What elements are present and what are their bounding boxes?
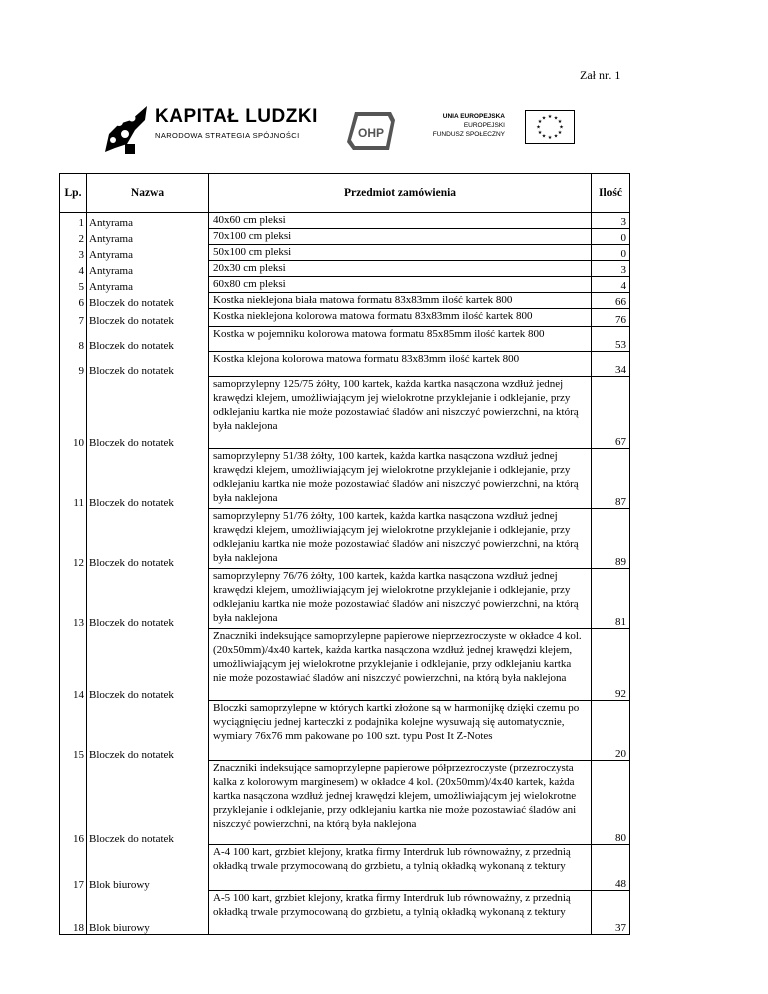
table-row: [60, 245, 630, 261]
svg-text:★: ★: [541, 133, 547, 140]
row-lp: 1: [60, 213, 87, 229]
row-przedmiot: samoprzylepny 51/76 żółty, 100 kartek, każda kartka nasączona wzdłuż jednej krawędzi klejem, umożliwiającym jej wielokrotne przyklejanie i odklejanie, przy odklejaniu kartka nie może pozostawiać śladów ani niszczyć powierzchni, na którą była naklejona: [209, 509, 592, 569]
row-ilosc: 53: [592, 327, 630, 352]
table-row: [60, 845, 630, 891]
table-row: [60, 569, 630, 629]
kapital-ludzki-title: KAPITAŁ LUDZKI: [155, 106, 318, 127]
table-body: [60, 213, 630, 935]
ohp-logo-icon: [345, 110, 397, 152]
row-przedmiot: Kostka nieklejona kolorowa matowa formatu 83x83mm ilość kartek 800: [209, 309, 592, 327]
table-row: [60, 277, 630, 293]
row-lp: 14: [60, 629, 87, 701]
order-table: [59, 173, 630, 935]
row-przedmiot: 70x100 cm pleksi: [209, 229, 592, 245]
row-nazwa: Antyrama: [87, 229, 209, 245]
row-lp: 15: [60, 701, 87, 761]
row-nazwa: Bloczek do notatek: [87, 293, 209, 309]
row-lp: 17: [60, 845, 87, 891]
ohp-logo-text: OHP: [357, 126, 385, 140]
svg-text:★: ★: [557, 119, 563, 125]
eu-line-1: UNIA EUROPEJSKA: [442, 113, 505, 120]
svg-text:★: ★: [553, 133, 559, 140]
row-nazwa: Bloczek do notatek: [87, 629, 209, 701]
row-ilosc: 76: [592, 309, 630, 327]
row-nazwa: Blok biurowy: [87, 891, 209, 935]
eu-line-2: EUROPEJSKI: [463, 122, 505, 129]
table-row: [60, 449, 630, 509]
row-nazwa: Bloczek do notatek: [87, 569, 209, 629]
logo-bar: [95, 100, 585, 160]
table-row: [60, 229, 630, 245]
row-lp: 12: [60, 509, 87, 569]
kapital-ludzki-subtitle: NARODOWA STRATEGIA SPÓJNOŚCI: [155, 131, 300, 140]
row-przedmiot: samoprzylepny 51/38 żółty, 100 kartek, każda kartka nasączona wzdłuż jednej krawędzi klejem, umożliwiającym jej wielokrotne przyklejanie i odklejanie, przy odklejaniu kartka nie może pozostawiać śladów ani niszczyć powierzchni, na którą była naklejona: [209, 449, 592, 509]
table-row: [60, 261, 630, 277]
svg-text:★: ★: [537, 130, 543, 136]
row-ilosc: 48: [592, 845, 630, 891]
row-nazwa: Antyrama: [87, 245, 209, 261]
row-lp: 9: [60, 352, 87, 377]
row-lp: 5: [60, 277, 87, 293]
table-row: [60, 509, 630, 569]
svg-text:★: ★: [547, 135, 553, 141]
row-przedmiot: samoprzylepny 76/76 żółty, 100 kartek, każda kartka nasączona wzdłuż jednej krawędzi klejem, umożliwiającym jej wielokrotne przyklejanie i odklejanie, przy odklejaniu kartka nie może pozostawiać śladów ani niszczyć powierzchni, na którą była naklejona: [209, 569, 592, 629]
row-nazwa: Bloczek do notatek: [87, 352, 209, 377]
row-nazwa: Antyrama: [87, 261, 209, 277]
row-nazwa: Bloczek do notatek: [87, 327, 209, 352]
row-przedmiot: 40x60 cm pleksi: [209, 213, 592, 229]
table-row: [60, 327, 630, 352]
row-przedmiot: 20x30 cm pleksi: [209, 261, 592, 277]
table-header-row: [60, 174, 630, 213]
attachment-label: Zał nr. 1: [580, 68, 621, 82]
eu-line-3: FUNDUSZ SPOŁECZNY: [432, 131, 505, 138]
header-ilosc: Ilość: [592, 174, 630, 213]
row-nazwa: Bloczek do notatek: [87, 377, 209, 449]
row-lp: 8: [60, 327, 87, 352]
svg-text:★: ★: [547, 114, 553, 120]
row-ilosc: 20: [592, 701, 630, 761]
table-row: [60, 629, 630, 701]
row-nazwa: Bloczek do notatek: [87, 509, 209, 569]
row-nazwa: Bloczek do notatek: [87, 309, 209, 327]
row-nazwa: Bloczek do notatek: [87, 761, 209, 845]
row-lp: 13: [60, 569, 87, 629]
row-ilosc: 66: [592, 293, 630, 309]
row-przedmiot: 50x100 cm pleksi: [209, 245, 592, 261]
table-row: [60, 377, 630, 449]
table-row: [60, 761, 630, 845]
row-ilosc: 3: [592, 261, 630, 277]
row-lp: 18: [60, 891, 87, 935]
row-lp: 10: [60, 377, 87, 449]
row-ilosc: 80: [592, 761, 630, 845]
row-ilosc: 81: [592, 569, 630, 629]
row-nazwa: Bloczek do notatek: [87, 449, 209, 509]
row-przedmiot: Kostka w pojemniku kolorowa matowa formatu 85x85mm ilość kartek 800: [209, 327, 592, 352]
table-row: [60, 309, 630, 327]
row-przedmiot: 60x80 cm pleksi: [209, 277, 592, 293]
svg-text:★: ★: [537, 119, 543, 125]
svg-text:★: ★: [553, 115, 559, 122]
row-ilosc: 87: [592, 449, 630, 509]
table-row: [60, 293, 630, 309]
row-ilosc: 0: [592, 229, 630, 245]
row-lp: 2: [60, 229, 87, 245]
svg-text:★: ★: [541, 115, 547, 122]
row-ilosc: 34: [592, 352, 630, 377]
row-nazwa: Blok biurowy: [87, 845, 209, 891]
row-nazwa: Bloczek do notatek: [87, 701, 209, 761]
row-przedmiot: Kostka nieklejona biała matowa formatu 83x83mm ilość kartek 800: [209, 293, 592, 309]
row-przedmiot: Bloczki samoprzylepne w których kartki złożone są w harmonijkę dzięki czemu po wyciągnięciu jednej karteczki z podajnika kolejne wysuwają się automatycznie, wymiary 76x76 mm pakowane po 100 szt. typu Post It Z-Notes: [209, 701, 592, 761]
table-row: [60, 213, 630, 229]
svg-text:★: ★: [559, 124, 564, 131]
row-ilosc: 0: [592, 245, 630, 261]
row-ilosc: 4: [592, 277, 630, 293]
row-przedmiot: A-5 100 kart, grzbiet klejony, kratka firmy Interdruk lub równoważny, z przednią okładką trwale przymocowaną do grzbietu, a tylnią okładką wykonaną z tektury: [209, 891, 592, 935]
row-lp: 7: [60, 309, 87, 327]
row-lp: 16: [60, 761, 87, 845]
row-przedmiot: Znaczniki indeksujące samoprzylepne papierowe nieprzezroczyste w okładce 4 kol. (20x50mm)/4x40 kartek, każda kartka nasączona wzdłuż jednej krawędzi klejem, umożliwiającym jej wielokrotne przyklejanie i odklejanie, przy odklejaniu kartka nie może pozostawiać śladów ani niszczyć powierzchni, na którą była naklejona: [209, 629, 592, 701]
row-lp: 6: [60, 293, 87, 309]
header-nazwa: Nazwa: [87, 174, 209, 213]
row-przedmiot: Kostka klejona kolorowa matowa formatu 83x83mm ilość kartek 800: [209, 352, 592, 377]
table-row: [60, 701, 630, 761]
row-lp: 3: [60, 245, 87, 261]
row-ilosc: 92: [592, 629, 630, 701]
row-lp: 11: [60, 449, 87, 509]
row-ilosc: 89: [592, 509, 630, 569]
row-nazwa: Antyrama: [87, 277, 209, 293]
row-przedmiot: samoprzylepny 125/75 żółty, 100 kartek, każda kartka nasączona wzdłuż jednej krawędzi klejem, umożliwiającym jej wielokrotne przyklejanie i odklejanie, przy odklejaniu kartka nie może pozostawiać śladów ani niszczyć powierzchni, na którą była naklejona: [209, 377, 592, 449]
row-przedmiot: Znaczniki indeksujące samoprzylepne papierowe półprzezroczyste (przezroczysta kalka z kolorowym marginesem) w okładce 4 kol. (20x50mm)/4x40 kartek, każda kartka nasączona wzdłuż jednej krawędzi klejem, umożliwiającym jej wielokrotne przyklejanie i odklejanie, przy odklejaniu kartka nie może pozostawiać śladów ani niszczyć powierzchni, na którą była naklejona: [209, 761, 592, 845]
row-lp: 4: [60, 261, 87, 277]
kapital-ludzki-emblem-icon: [95, 100, 153, 158]
table-row: [60, 352, 630, 377]
svg-text:★: ★: [557, 130, 563, 136]
row-nazwa: Antyrama: [87, 213, 209, 229]
row-przedmiot: A-4 100 kart, grzbiet klejony, kratka firmy Interdruk lub równoważny, z przednią okładką trwale przymocowaną do grzbietu, a tylnią okładką wykonaną z tektury: [209, 845, 592, 891]
row-ilosc: 37: [592, 891, 630, 935]
header-lp: Lp.: [60, 174, 87, 213]
row-ilosc: 67: [592, 377, 630, 449]
svg-text:★: ★: [536, 124, 541, 131]
row-ilosc: 3: [592, 213, 630, 229]
eu-text: [415, 112, 505, 139]
table-row: [60, 891, 630, 935]
header-przedmiot: Przedmiot zamówienia: [209, 174, 592, 213]
eu-flag-icon: [525, 110, 575, 144]
